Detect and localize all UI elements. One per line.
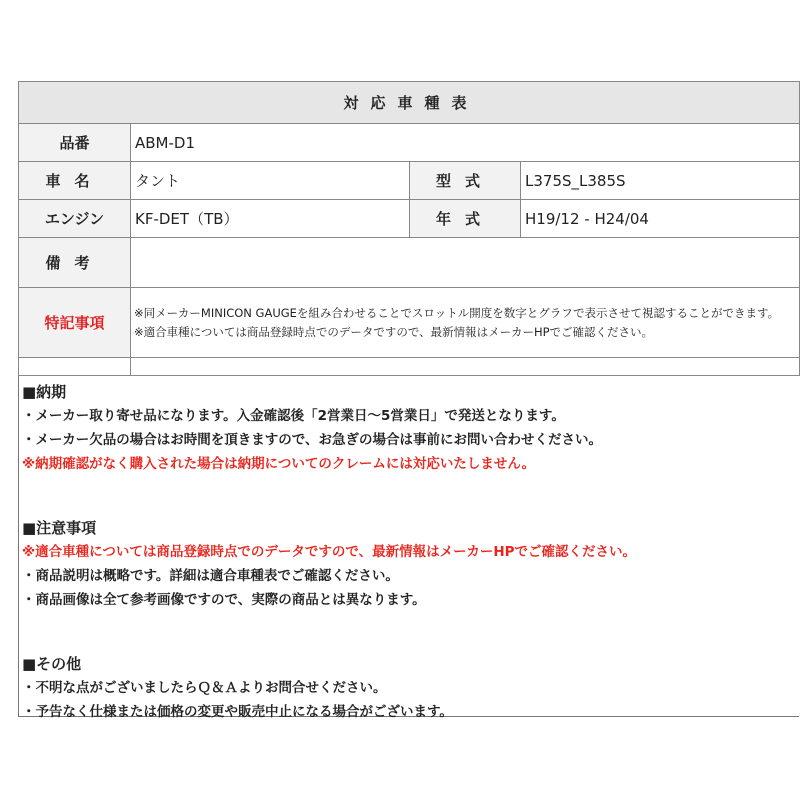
delivery-warning: ※納期確認がなく購入された場合は納期についてのクレームには対応いたしません。 (22, 456, 536, 472)
caution-line: ・商品説明は概略です。詳細は適合車種表でご確認ください。 (22, 568, 399, 584)
table-title: 対応車種表 (19, 82, 800, 124)
year-value: H19/12 - H24/04 (521, 200, 800, 238)
part-number-value: ABM-D1 (131, 124, 800, 162)
car-name-label: 車名 (19, 162, 131, 200)
model-label: 型式 (410, 162, 521, 200)
engine-label: エンジン (19, 200, 131, 238)
delivery-line: ・メーカー取り寄せ品になります。入金確認後「2営業日～5営業日」で発送となります。 (22, 408, 565, 424)
caution-title: ■注意事項 (22, 519, 97, 537)
other-line: ・不明な点がございましたらＱ＆Ａよりお問合せください。 (22, 680, 387, 696)
remarks-label: 備考 (19, 238, 131, 288)
other-title: ■その他 (22, 655, 82, 673)
model-value: L375S_L385S (521, 162, 800, 200)
remarks-value (131, 238, 800, 288)
delivery-line: ・メーカー欠品の場合はお時間を頂きますので、お急ぎの場合は事前にお問い合わせください。 (22, 432, 602, 448)
engine-value: KF-DET（TB） (131, 200, 410, 238)
compatibility-table (18, 81, 800, 376)
delivery-title: ■納期 (22, 383, 67, 401)
empty-cell (19, 358, 131, 376)
special-note-1: ※同メーカーMINICON GAUGEを組み合わせることでスロットル開度を数字とグラフで表示させて視認することができます。 (134, 305, 780, 320)
other-line: ・予告なく仕様または価格の変更や販売中止になる場合がございます。 (22, 704, 453, 720)
caution-warning: ※適合車種については商品登録時点でのデータですので、最新情報はメーカーHPでご確認ください。 (22, 544, 637, 560)
empty-cell (131, 358, 800, 376)
caution-line: ・商品画像は全て参考画像ですので、実際の商品とは異なります。 (22, 592, 426, 608)
special-note-2: ※適合車種については商品登録時点でのデータですので、最新情報はメーカーHPでご確認ください。 (134, 324, 654, 339)
year-label: 年式 (410, 200, 521, 238)
notes-section (22, 380, 792, 724)
special-notes-cell (131, 288, 800, 358)
special-notes-label: 特記事項 (19, 288, 131, 358)
car-name-value: タント (131, 162, 410, 200)
part-number-label: 品番 (19, 124, 131, 162)
